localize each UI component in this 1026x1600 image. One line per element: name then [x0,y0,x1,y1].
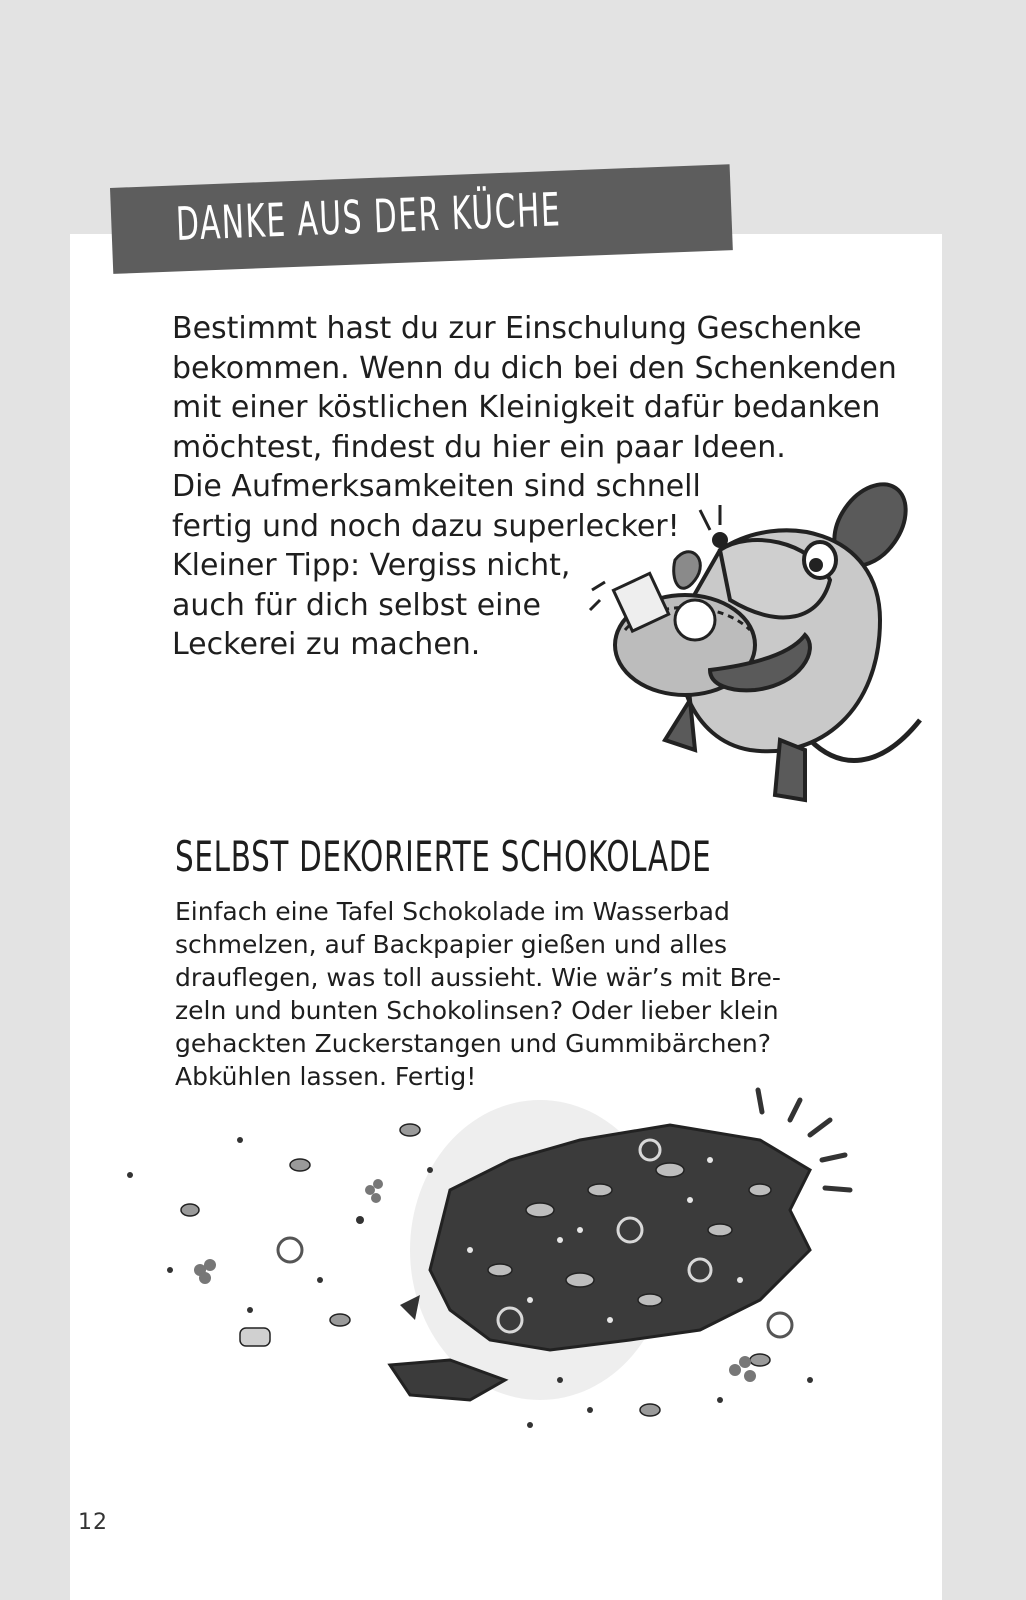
section-line: schmelzen, auf Backpapier gießen und alles [175,930,727,959]
intro-line: auch für dich selbst eine [172,587,541,623]
decorated-chocolate-bark-illustration [110,1080,870,1460]
mouse-with-basket-illustration [580,470,940,820]
page-title: DANKE AUS DER KÜCHE [175,182,563,251]
section-line: gehackten Zuckerstangen und Gummibärchen? [175,1029,771,1058]
intro-line: bekommen. Wenn du dich bei den Schenkenden [172,350,897,386]
section-text [175,895,815,1093]
section-line: Einfach eine Tafel Schokolade im Wasserbad [175,897,730,926]
intro-line: möchtest, findest du hier ein paar Ideen. [172,429,786,465]
section-title: SELBST DEKORIERTE SCHOKOLADE [175,832,712,881]
page-number: 12 [78,1510,108,1535]
intro-line: mit einer köstlichen Kleinigkeit dafür bedanken [172,390,881,425]
intro-line: Bestimmt hast du zur Einschulung Geschenke [172,311,862,346]
intro-line: Kleiner Tipp: Vergiss nicht, [172,548,571,583]
section-line: drauflegen, was toll aussieht. Wie wär’s mit Bre- [175,963,781,992]
intro-line: fertig und noch dazu superlecker! [172,508,680,544]
intro-line: Leckerei zu machen. [172,627,481,662]
intro-line: Die Aufmerksamkeiten sind schnell [172,469,701,504]
section-line: Abkühlen lassen. Fertig! [175,1062,477,1091]
section-line: zeln und bunten Schokolinsen? Oder lieber klein [175,996,779,1025]
